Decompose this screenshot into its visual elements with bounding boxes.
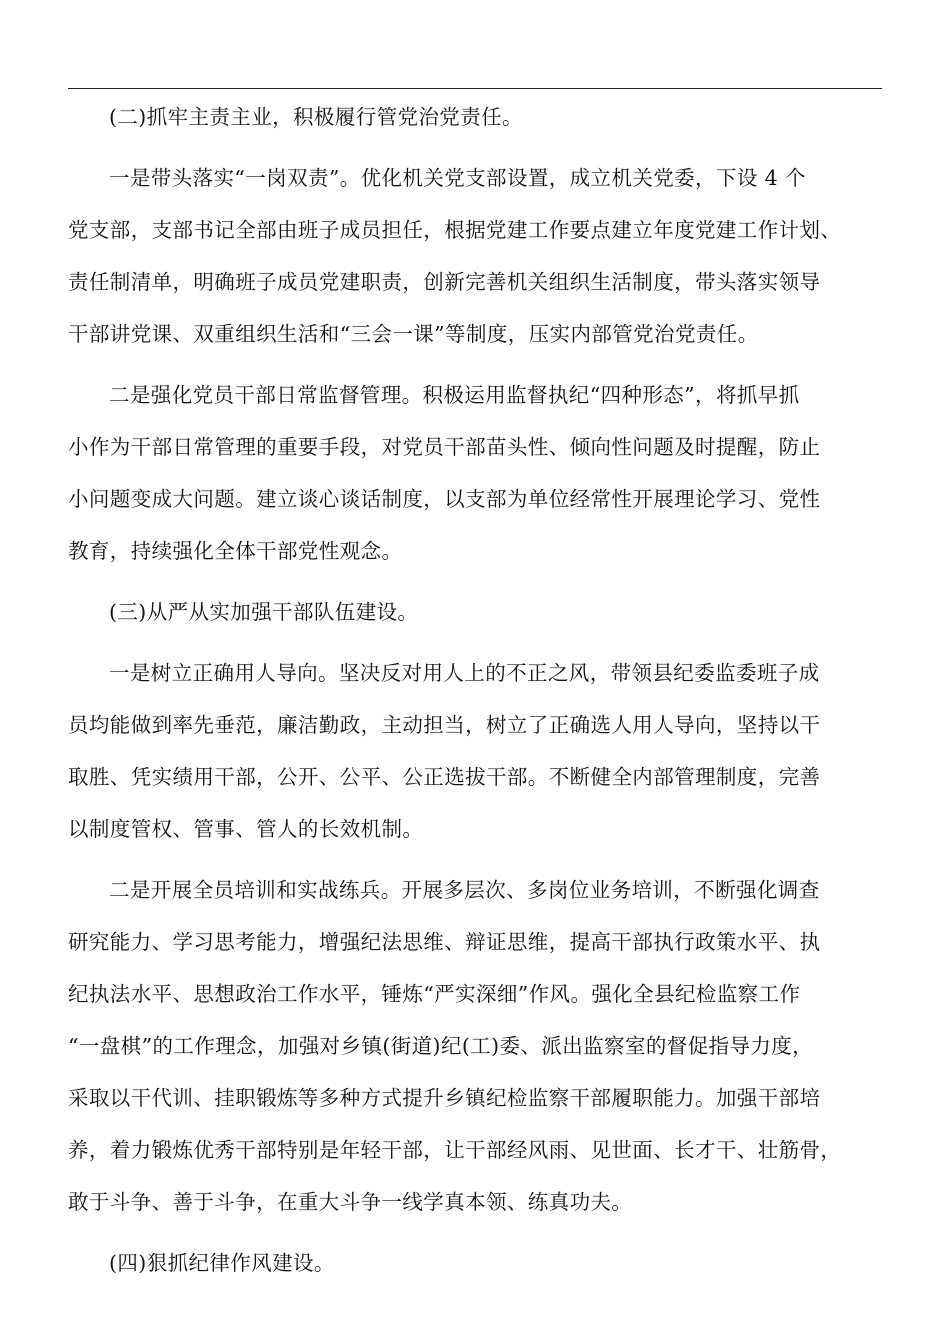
section-heading-4: (四)狠抓纪律作风建设。 <box>109 1251 335 1275</box>
paragraph-daily-supervision <box>68 369 882 577</box>
paragraph-line: 研究能力、学习思考能力，增强纪法思维、辩证思维，提高干部执行政策水平、执 <box>68 930 821 954</box>
paragraph-line: 干部讲党课、双重组织生活和“三会一课”等制度，压实内部管党治党责任。 <box>68 322 759 346</box>
paragraph-line: 员均能做到率先垂范，廉洁勤政，主动担当，树立了正确选人用人导向，坚持以干 <box>68 713 821 737</box>
paragraph-line: 采取以干代训、挂职锻炼等多种方式提升乡镇纪检监察干部履职能力。加强干部培 <box>68 1086 821 1110</box>
paragraph-line: 纪执法水平、思想政治工作水平，锤炼“严实深细”作风。强化全县纪检监察工作 <box>68 982 801 1006</box>
paragraph-line: 党支部，支部书记全部由班子成员担任，根据党建工作要点建立年度党建工作计划、 <box>68 218 842 242</box>
paragraph-line: 二是开展全员培训和实战练兵。开展多层次、多岗位业务培训，不断强化调查 <box>109 878 820 902</box>
paragraph-staff-training <box>68 864 882 1228</box>
paragraph-line: 小问题变成大问题。建立谈心谈话制度，以支部为单位经常性开展理论学习、党性 <box>68 487 821 511</box>
paragraph-line: 责任制清单，明确班子成员党建职责，创新完善机关组织生活制度，带头落实领导 <box>68 270 821 294</box>
paragraph-line: 取胜、凭实绩用干部，公开、公平、公正选拔干部。不断健全内部管理制度，完善 <box>68 765 821 789</box>
paragraph-line: 以制度管权、管事、管人的长效机制。 <box>68 817 424 841</box>
header-rule <box>68 88 882 89</box>
paragraph-line: 一是树立正确用人导向。坚决反对用人上的不正之风，带领县纪委监委班子成 <box>109 661 820 685</box>
paragraph-line: 教育，持续强化全体干部党性观念。 <box>68 539 403 563</box>
paragraph-line: 养，着力锻炼优秀干部特别是年轻干部，让干部经风雨、见世面、长才干、壮筋骨， <box>68 1138 842 1162</box>
document-body <box>68 91 882 1298</box>
paragraph-line: 一是带头落实“一岗双责”。优化机关党支部设置，成立机关党委，下设 4 个 <box>109 166 806 190</box>
paragraph-line: “一盘棋”的工作理念，加强对乡镇(街道)纪(工)委、派出监察室的督促指导力度， <box>68 1034 814 1058</box>
paragraph-yigang-shuangze <box>68 152 882 360</box>
paragraph-line: 小作为干部日常管理的重要手段，对党员干部苗头性、倾向性问题及时提醒，防止 <box>68 435 821 459</box>
section-heading-3: (三)从严从实加强干部队伍建设。 <box>109 600 419 624</box>
paragraph-line: 二是强化党员干部日常监督管理。积极运用监督执纪“四种形态”，将抓早抓 <box>109 383 800 407</box>
paragraph-employment-orientation <box>68 647 882 855</box>
section-heading-2: (二)抓牢主责主业，积极履行管党治党责任。 <box>109 105 523 129</box>
paragraph-line: 敢于斗争、善于斗争，在重大斗争一线学真本领、练真功夫。 <box>68 1190 633 1214</box>
